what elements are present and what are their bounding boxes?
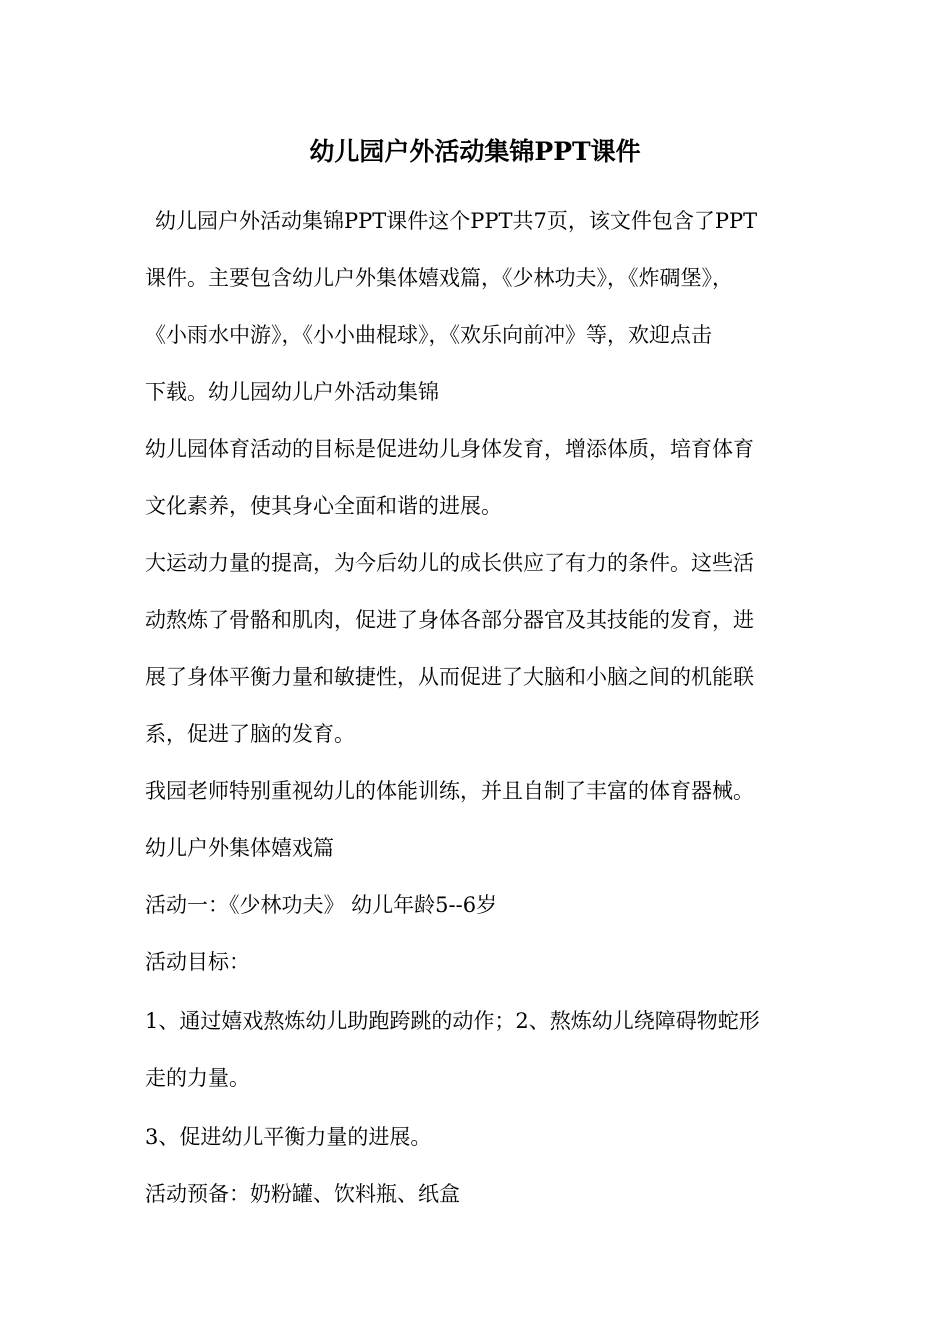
paragraph-line: 幼儿园户外活动集锦PPT课件这个PPT共7页，该文件包含了PPT xyxy=(155,209,758,233)
activity-materials: 活动预备：奶粉罐、饮料瓶、纸盒 xyxy=(145,1182,460,1206)
paragraph-line: 展了身体平衡力量和敏捷性，从而促进了大脑和小脑之间的机能联 xyxy=(145,665,754,689)
paragraph-line: 下载。幼儿园幼儿户外活动集锦 xyxy=(145,380,439,404)
paragraph-line: 动熬炼了骨骼和肌肉，促进了身体各部分器官及其技能的发育，进 xyxy=(145,608,754,632)
paragraph-line: 系，促进了脑的发育。 xyxy=(145,722,355,746)
paragraph-line: 文化素养，使其身心全面和谐的进展。 xyxy=(145,494,502,518)
paragraph-line: 课件。主要包含幼儿户外集体嬉戏篇，《少林功夫》，《炸碉堡》， xyxy=(145,266,733,290)
section-heading: 幼儿户外集体嬉戏篇 xyxy=(145,836,334,860)
paragraph-line: 1、通过嬉戏熬炼幼儿助跑跨跳的动作；2、熬炼幼儿绕障碍物蛇形 xyxy=(145,1009,760,1033)
activity-goals-label: 活动目标： xyxy=(145,950,250,974)
paragraph-line: 《小雨水中游》，《小小曲棍球》，《欢乐向前冲》等，欢迎点击 xyxy=(145,323,712,347)
paragraph-line: 我园老师特别重视幼儿的体能训练，并且自制了丰富的体育器械。 xyxy=(145,779,754,803)
paragraph-line: 幼儿园体育活动的目标是促进幼儿身体发育，增添体质，培育体育 xyxy=(145,437,754,461)
paragraph-line: 大运动力量的提高，为今后幼儿的成长供应了有力的条件。这些活 xyxy=(145,551,754,575)
document-title: 幼儿园户外活动集锦PPT课件 xyxy=(309,137,641,166)
paragraph-line: 3、促进幼儿平衡力量的进展。 xyxy=(145,1125,432,1149)
activity-heading: 活动一：《少林功夫》 幼儿年龄5--6岁 xyxy=(145,893,498,917)
paragraph-line: 走的力量。 xyxy=(145,1066,250,1090)
